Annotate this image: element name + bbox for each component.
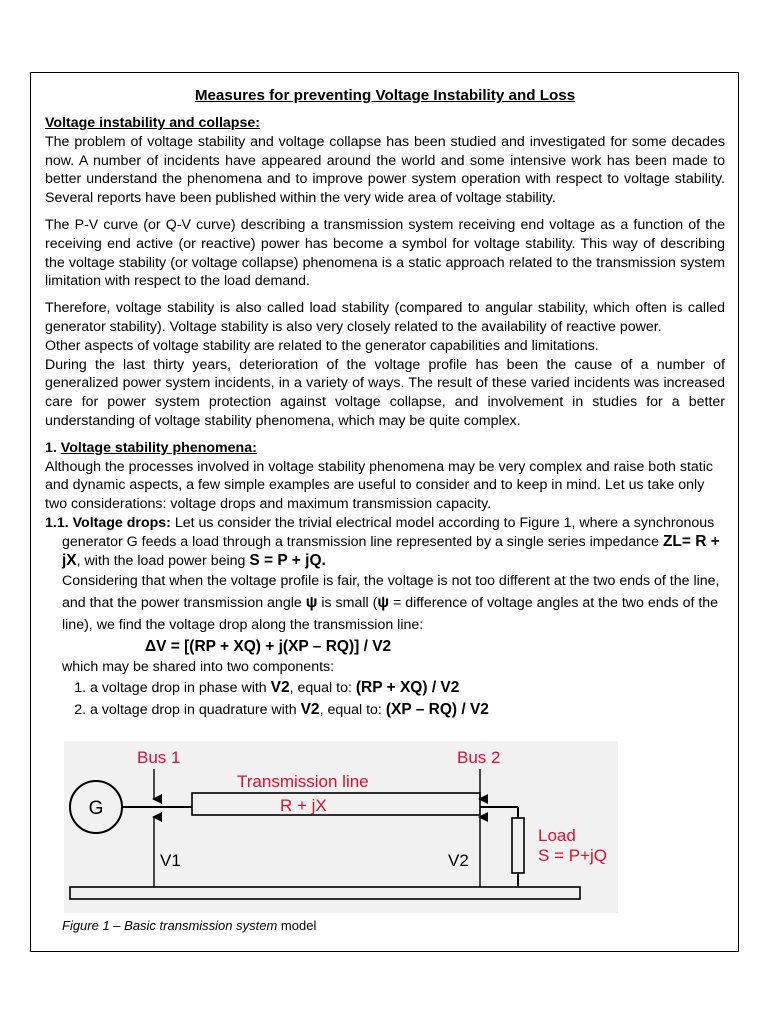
v1-label: V1 [160, 851, 181, 870]
text: is small ( [321, 595, 378, 612]
circuit-diagram [64, 741, 618, 913]
caption-italic: Figure 1 – Basic transmission system [62, 918, 278, 933]
list-item [90, 699, 725, 721]
impedance-expression: ZL= R + jX [62, 532, 720, 569]
transmission-line-box [192, 793, 480, 815]
load-power-label: S = P+jQ [538, 846, 607, 865]
psi-symbol: ψ [305, 594, 318, 612]
transmission-line-label: Transmission line [237, 772, 369, 791]
subsection-voltage-drops [45, 514, 725, 721]
variable: V2 [300, 701, 320, 719]
text: Considering that when the voltage profile is fair, the voltage is not too different at the two ends of the line, and that the power transmission angle [62, 573, 720, 612]
document-body [45, 86, 725, 721]
generator-label: G [88, 798, 104, 819]
bus2-label: Bus 2 [457, 748, 501, 767]
section-heading-phenomena [45, 439, 725, 458]
v2-label: V2 [448, 851, 469, 870]
text: Let us consider the trivial electrical model according to Figure 1, where a synchronous generator G feeds a load through a transmission line represented by a single series impedance [62, 514, 715, 550]
text: , equal to: [319, 702, 382, 719]
paragraph: The problem of voltage stability and voltage collapse has been studied and investigated for some decades now. A number of incidents have appeared around the world and some intensive work has been made to better understand the phenomena and to improve power system operation with respect to voltage stability. Several reports have been published within the very wide area of voltage stability. [45, 133, 725, 207]
section-title: Voltage stability phenomena: [60, 439, 257, 456]
text: = difference of voltage angles at the two ends of the line), we find the voltage drop along the transmission line: [62, 595, 719, 634]
load-power-expression: S = P + jQ. [249, 551, 326, 569]
expression: (RP + XQ) / V2 [355, 679, 460, 697]
section-number: 1. [45, 439, 57, 456]
page-title: Measures for preventing Voltage Instability and Loss [194, 87, 576, 104]
text: a voltage drop in phase with [90, 680, 267, 697]
paragraph: During the last thirty years, deterioration of the voltage profile has been the cause of a number of generalized power system incidents, in a variety of ways. The result of these varied incidents was increased care for power system protection against voltage collapse, and involvement in studies for a better understanding of voltage stability phenomena, which may be quite complex. [45, 356, 725, 429]
figure-transmission-system [64, 741, 618, 913]
caption-plain: model [280, 918, 317, 933]
paragraph: Other aspects of voltage stability are related to the generator capabilities and limitations. [45, 337, 599, 354]
text: a voltage drop in quadrature with [90, 702, 297, 719]
components-list [45, 677, 725, 721]
paragraph: The P-V curve (or Q-V curve) describing a transmission system receiving end voltage as a function of the receiving end active (or reactive) power has become a symbol for voltage stability. This way of describing the voltage stability (or voltage collapse) phenomena is a static approach related to the transmission system limitation with respect to the load demand. [45, 216, 725, 290]
subsection-number: 1.1. [45, 514, 69, 531]
load-label: Load [538, 826, 576, 845]
text: , with the load power being [76, 552, 246, 569]
paragraph: Therefore, voltage stability is also called load stability (compared to angular stability, which often is called generator stability). Voltage stability is also very closely related to the availability of reactive power. [45, 300, 725, 335]
bus1-label: Bus 1 [137, 748, 181, 767]
paragraph [45, 514, 725, 570]
paragraph: Although the processes involved in voltage stability phenomena may be very complex and raise both static and dynamic aspects, a few simple examples are useful to consider and to keep in mind. Let us take only two considerations: voltage drops and maximum transmission capacity. [45, 458, 713, 513]
text: , equal to: [289, 680, 352, 697]
ground-bar [70, 887, 580, 899]
section-heading-voltage-instability: Voltage instability and collapse: [45, 115, 260, 131]
psi-symbol: ψ [377, 594, 390, 612]
load-resistor [512, 818, 524, 873]
paragraph: which may be shared into two components: [62, 659, 335, 676]
subsection-title: Voltage drops: [72, 514, 171, 531]
list-item [90, 677, 725, 699]
expression: (XP – RQ) / V2 [385, 701, 489, 719]
impedance-label: R + jX [280, 796, 327, 815]
voltage-drop-formula: ΔV = [(RP + XQ) + j(XP – RQ)] / V2 [145, 638, 392, 656]
variable: V2 [270, 679, 290, 697]
figure-caption [62, 918, 316, 933]
paragraph [45, 570, 725, 636]
